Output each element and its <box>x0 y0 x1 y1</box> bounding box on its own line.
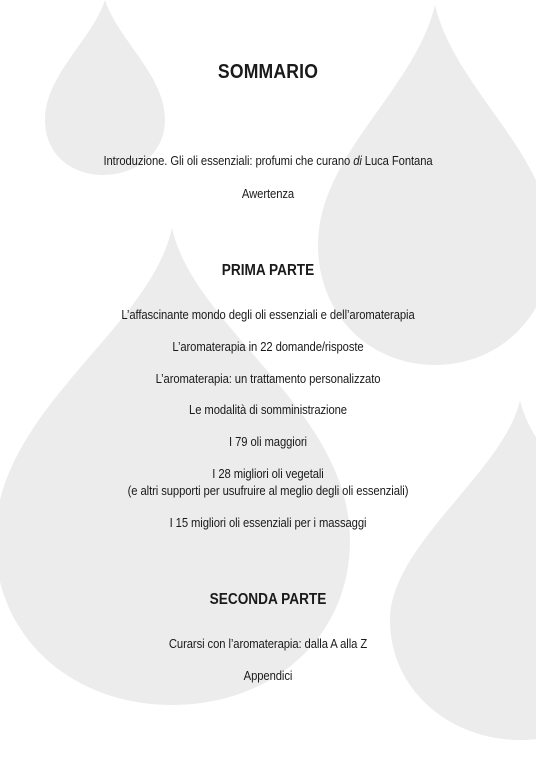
toc-entry-label: Introduzione. Gli oli essenziali: profumi che curano <box>103 154 354 168</box>
section-heading-part-one: PRIMA PARTE <box>221 262 315 279</box>
toc-entry-introduction[interactable] <box>27 153 509 170</box>
toc-entry[interactable]: I 15 migliori oli essenziali per i massaggi <box>169 516 367 530</box>
toc-entry-italic: di <box>353 154 362 168</box>
toc-entry[interactable]: Appendici <box>243 669 293 683</box>
toc-entry-warning[interactable]: Awertenza <box>241 187 295 201</box>
toc-entry[interactable]: I 79 oli maggiori <box>229 435 307 449</box>
toc-entry[interactable]: L’aromaterapia in 22 domande/risposte <box>172 340 364 354</box>
toc-entry[interactable]: L’aromaterapia: un trattamento personalizzato <box>155 372 381 386</box>
toc-entry[interactable]: Curarsi con l’aromaterapia: dalla A alla Z <box>168 637 368 651</box>
toc-entry-author: Luca Fontana <box>361 154 433 168</box>
toc-entry-subtitle: (e altri supporti per usufruire al meglio degli oli essenziali) <box>127 484 409 498</box>
toc-entry[interactable]: Le modalità di somministrazione <box>189 403 347 417</box>
section-heading-part-two: SECONDA PARTE <box>209 591 327 608</box>
page-title: SOMMARIO <box>217 61 319 83</box>
toc-entry[interactable]: I 28 migliori oli vegetali <box>212 467 324 481</box>
toc-entry[interactable]: L’affascinante mondo degli oli essenziali e dell’aromaterapia <box>121 308 415 322</box>
